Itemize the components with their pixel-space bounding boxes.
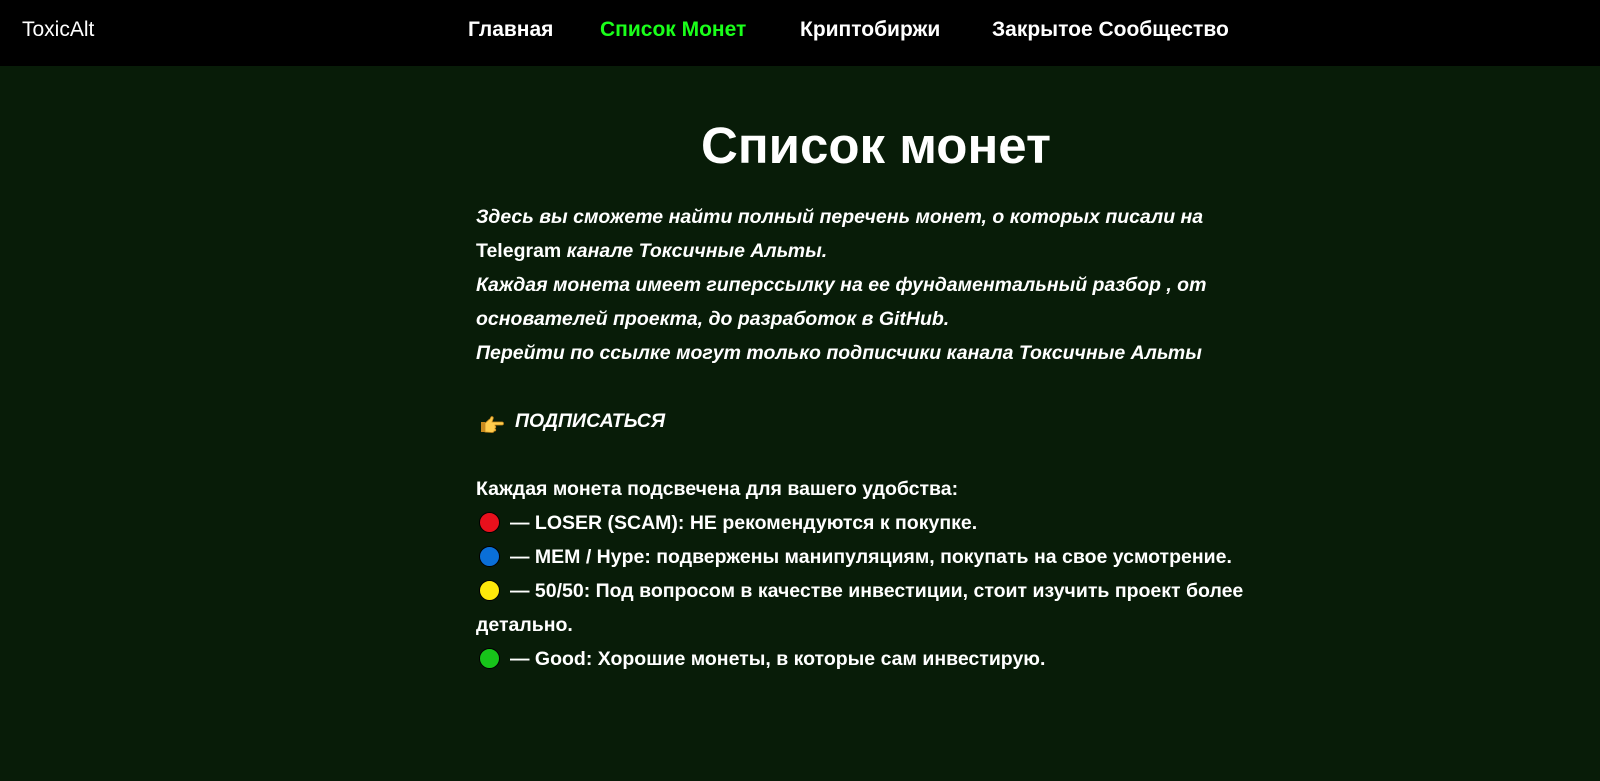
nav-item-closed-community[interactable]: Закрытое Сообщество [992, 18, 1229, 41]
legend-item-label: — MEM / Hype: подвержены манипуляциям, покупать на свое усмотрение. [510, 546, 1232, 568]
main-content [476, 200, 1266, 676]
green-circle-icon [479, 648, 500, 669]
intro-line-1: Здесь вы сможете найти полный перечень монет, о которых писали на [476, 206, 1204, 228]
legend-heading: Каждая монета подсвечена для вашего удобства: [476, 478, 959, 500]
intro-paragraph [476, 200, 1266, 370]
nav-item-exchanges[interactable]: Криптобиржи [800, 18, 941, 41]
intro-line-3: Каждая монета имеет гиперссылку на ее фундаментальный разбор , от основателей проекта, до разработок в GitHub. [476, 274, 1207, 330]
legend-item-label: — LOSER (SCAM): НЕ рекомендуются к покупке. [510, 512, 978, 534]
legend-item-loser [476, 506, 1266, 540]
legend-item-good [476, 642, 1266, 676]
nav-item-coin-list[interactable]: Список Монет [600, 18, 747, 41]
intro-line-4: Перейти по ссылке могут только подписчики канала Токсичные Альты [476, 342, 1202, 364]
yellow-circle-icon [479, 580, 500, 601]
subscribe-row [476, 404, 1266, 438]
legend-item-label: — Good: Хорошие монеты, в которые сам инвестирую. [510, 648, 1046, 670]
brand-logo-text[interactable]: ToxicAlt [22, 18, 95, 41]
legend-item-mem-hype [476, 540, 1266, 574]
red-circle-icon [479, 512, 500, 533]
intro-line-2: канале Токсичные Альты. [561, 240, 828, 262]
page-title: Список монет [701, 117, 1051, 174]
pointing-hand-icon [479, 411, 505, 431]
legend-item-label: — 50/50: Под вопросом в качестве инвестиции, стоит изучить проект более детально. [476, 580, 1244, 636]
telegram-word: Telegram [476, 240, 562, 262]
top-navbar [0, 0, 1600, 66]
subscribe-link[interactable]: ПОДПИСАТЬСЯ [515, 410, 666, 432]
legend-item-fifty-fifty [476, 574, 1266, 642]
nav-item-home[interactable]: Главная [468, 18, 554, 41]
blue-circle-icon [479, 546, 500, 567]
